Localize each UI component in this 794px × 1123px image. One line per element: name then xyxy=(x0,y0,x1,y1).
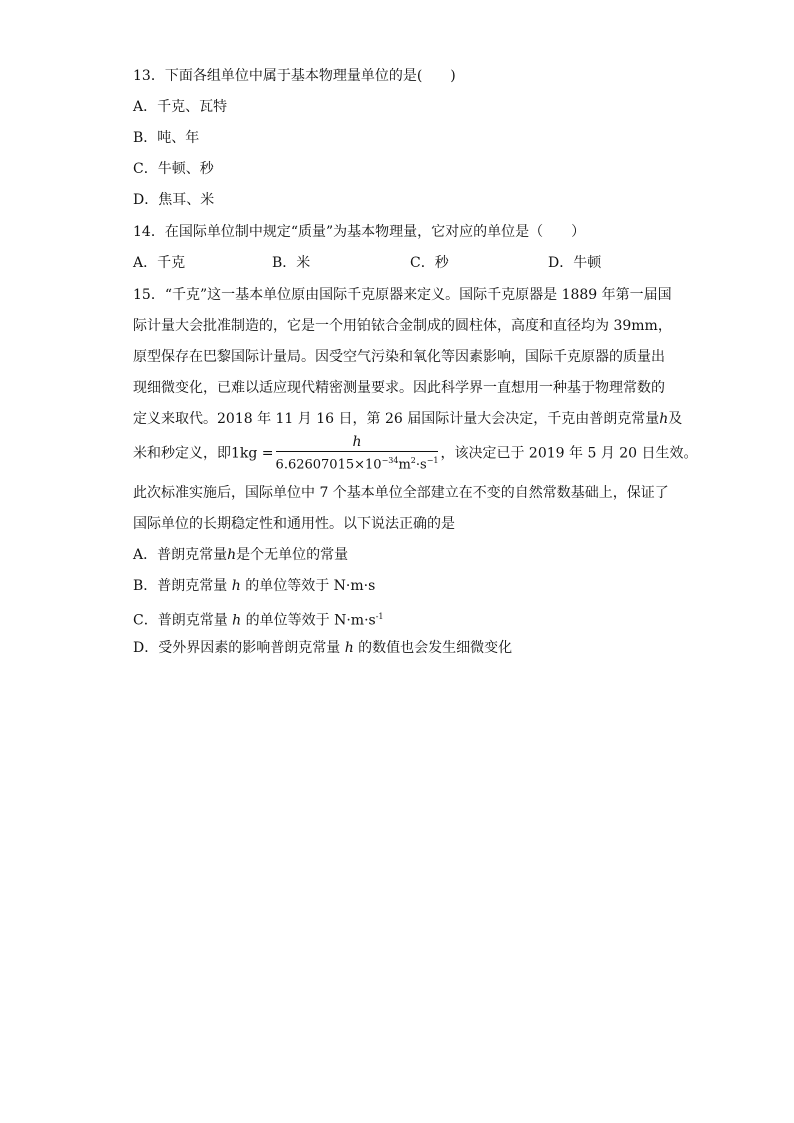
q15-line-5-tail: 及 xyxy=(668,411,683,427)
q13-option-d: D．焦耳、米 xyxy=(133,192,215,208)
fraction-denominator: $6.62607015\times 10^{-34}m^2\cdot s^{-1}$ xyxy=(276,451,439,473)
q15-option-c: C．普朗克常量 h 的单位等效于 $N\cdot m\cdot s^{-1}$ xyxy=(133,612,384,629)
q15-line-8: 国际单位的长期稳定性和通用性。以下说法正确的是 xyxy=(133,516,455,532)
q15-line-6-post: ，该决定已于 2019 年 5 月 20 日生效。 xyxy=(440,445,698,462)
h-symbol: h xyxy=(659,411,669,427)
fraction-numerator: h xyxy=(352,434,362,450)
q15-line-4: 现细微变化，已难以适应现代精密测量要求。因此科学界一直想用一种基于物理常数的 xyxy=(133,380,665,396)
planck-fraction xyxy=(276,434,439,473)
q14-option-d: D．牛顿 xyxy=(548,255,602,271)
q14-option-b: B．米 xyxy=(272,255,311,271)
q13-option-a: A．千克、瓦特 xyxy=(133,99,228,115)
q13-stem: 13．下面各组单位中属于基本物理量单位的是( ) xyxy=(133,68,456,84)
h-symbol: h xyxy=(344,640,354,656)
q13-option-b: B．吨、年 xyxy=(133,130,200,146)
q13-option-c: C．牛顿、秒 xyxy=(133,161,214,177)
h-symbol: h xyxy=(231,578,241,594)
q15-option-d: D．受外界因素的影响普朗克常量 h 的数值也会发生细微变化 xyxy=(133,640,513,656)
q15-line-1: 15．“千克”这一基本单位原由国际千克原器来定义。国际千克原器是 1889 年第一届国 xyxy=(133,287,672,303)
q15-option-a: A．普朗克常量h是个无单位的常量 xyxy=(133,547,349,563)
q15-line-2: 际计量大会批准制造的，它是一个用铂铱合金制成的圆柱体，高度和直径均为 39mm， xyxy=(133,318,672,334)
q15-line-6 xyxy=(133,434,698,473)
formula-lhs: 1kg = xyxy=(231,445,274,462)
h-symbol: h xyxy=(227,547,237,563)
q15-line-6-pre: 米和秒定义，即 xyxy=(133,445,231,462)
q15-line-3: 原型保存在巴黎国际计量局。因受空气污染和氧化等因素影响，国际千克原器的质量出 xyxy=(133,349,665,365)
q14-stem: 14．在国际单位制中规定“质量”为基本物理量，它对应的单位是（ ） xyxy=(133,224,586,240)
q15-line-7: 此次标准实施后，国际单位中 7 个基本单位全部建立在不变的自然常数基础上，保证了 xyxy=(133,485,669,501)
h-symbol: h xyxy=(232,612,242,629)
q14-option-a: A．千克 xyxy=(133,255,186,271)
q15-option-b: B．普朗克常量 h 的单位等效于 N·m·s xyxy=(133,578,376,594)
q14-option-c: C．秒 xyxy=(410,255,449,271)
q15-line-5 xyxy=(133,409,682,429)
q15-line-5-text: 定义来取代。2018 年 11 月 16 日，第 26 届国际计量大会决定，千克由普朗克常量 xyxy=(133,411,660,427)
